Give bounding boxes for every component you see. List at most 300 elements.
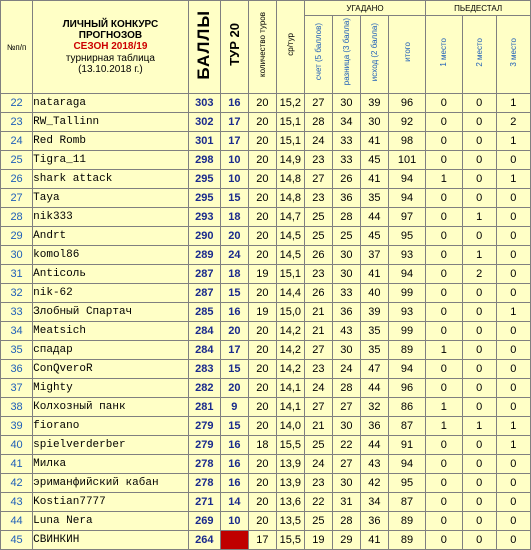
row-number: 38 <box>1 398 33 417</box>
tour-points: 16 <box>220 474 248 493</box>
guessed-outcome: 34 <box>360 493 388 512</box>
guessed-score: 26 <box>304 246 332 265</box>
row-number: 40 <box>1 436 33 455</box>
tour-points: 15 <box>220 189 248 208</box>
avg-per-tour: 13,9 <box>276 474 304 493</box>
avg-per-tour: 14,2 <box>276 322 304 341</box>
place-2-count: 1 <box>462 417 496 436</box>
place-3-count: 0 <box>496 398 530 417</box>
row-number: 29 <box>1 227 33 246</box>
avg-per-tour: 14,9 <box>276 151 304 170</box>
guessed-outcome: 44 <box>360 379 388 398</box>
table-row <box>1 208 531 227</box>
place-3-count: 0 <box>496 246 530 265</box>
table-row <box>1 493 531 512</box>
table-row <box>1 113 531 132</box>
tour-points: 18 <box>220 208 248 227</box>
guessed-outcome: 41 <box>360 170 388 189</box>
place-3-count: 1 <box>496 94 530 113</box>
player-name: shark attack <box>33 170 189 189</box>
header-tours-count <box>248 1 276 94</box>
tour-points: 15 <box>220 417 248 436</box>
guessed-diff: 28 <box>332 379 360 398</box>
total-points: 269 <box>188 512 220 531</box>
guessed-outcome: 41 <box>360 265 388 284</box>
title-line-1: ЛИЧНЫЙ КОНКУРС <box>62 19 159 30</box>
player-name: Милка <box>33 455 189 474</box>
guessed-total: 96 <box>388 94 425 113</box>
header-points <box>188 1 220 94</box>
place-1-count: 0 <box>426 151 462 170</box>
player-name: ConQveroR <box>33 360 189 379</box>
tours-count: 20 <box>248 208 276 227</box>
player-name: Anticoль <box>33 265 189 284</box>
row-number: 27 <box>1 189 33 208</box>
guessed-total: 94 <box>388 170 425 189</box>
player-name: Колхозный панк <box>33 398 189 417</box>
header-avg <box>276 1 304 94</box>
tour-points: 20 <box>220 227 248 246</box>
place-2-count: 0 <box>462 170 496 189</box>
header-total-label: итого <box>402 42 412 62</box>
guessed-outcome: 47 <box>360 360 388 379</box>
place-2-count: 0 <box>462 132 496 151</box>
guessed-diff: 31 <box>332 493 360 512</box>
tour-points: 24 <box>220 246 248 265</box>
place-1-count: 1 <box>426 417 462 436</box>
tour-points: 9 <box>220 398 248 417</box>
guessed-total: 94 <box>388 189 425 208</box>
place-1-count: 0 <box>426 208 462 227</box>
row-number: 33 <box>1 303 33 322</box>
avg-per-tour: 14,1 <box>276 398 304 417</box>
guessed-diff: 30 <box>332 265 360 284</box>
row-number: 41 <box>1 455 33 474</box>
tours-count: 20 <box>248 360 276 379</box>
player-name: Злобный Спартач <box>33 303 189 322</box>
guessed-score: 27 <box>304 94 332 113</box>
tour-points: 15 <box>220 360 248 379</box>
guessed-score: 23 <box>304 189 332 208</box>
tours-count: 19 <box>248 303 276 322</box>
guessed-score: 24 <box>304 132 332 151</box>
place-3-count: 1 <box>496 436 530 455</box>
total-points: 302 <box>188 113 220 132</box>
player-name: nik-62 <box>33 284 189 303</box>
total-points: 287 <box>188 284 220 303</box>
guessed-total: 98 <box>388 132 425 151</box>
tours-count: 20 <box>248 94 276 113</box>
tours-count: 20 <box>248 170 276 189</box>
guessed-score: 26 <box>304 284 332 303</box>
guessed-total: 87 <box>388 493 425 512</box>
table-date: (13.10.2018 г.) <box>78 64 143 75</box>
place-2-count: 0 <box>462 151 496 170</box>
total-points: 303 <box>188 94 220 113</box>
avg-per-tour: 15,1 <box>276 265 304 284</box>
guessed-diff: 24 <box>332 360 360 379</box>
guessed-outcome: 36 <box>360 417 388 436</box>
total-points: 293 <box>188 208 220 227</box>
total-points: 278 <box>188 455 220 474</box>
tours-count: 20 <box>248 455 276 474</box>
tour-points: 15 <box>220 284 248 303</box>
place-2-count: 0 <box>462 189 496 208</box>
place-1-count: 0 <box>426 227 462 246</box>
guessed-total: 94 <box>388 360 425 379</box>
table-row <box>1 379 531 398</box>
table-row <box>1 512 531 531</box>
place-3-count: 1 <box>496 132 530 151</box>
header-diff-label: разница (3 балла) <box>341 18 351 86</box>
guessed-total: 96 <box>388 379 425 398</box>
total-points: 278 <box>188 474 220 493</box>
guessed-outcome: 44 <box>360 208 388 227</box>
guessed-total: 93 <box>388 303 425 322</box>
player-name: Luna Nera <box>33 512 189 531</box>
table-row <box>1 531 531 550</box>
guessed-outcome: 36 <box>360 512 388 531</box>
place-3-count: 0 <box>496 474 530 493</box>
guessed-diff: 43 <box>332 322 360 341</box>
total-points: 283 <box>188 360 220 379</box>
guessed-score: 23 <box>304 474 332 493</box>
guessed-outcome: 40 <box>360 284 388 303</box>
title-line-2: ПРОГНОЗОВ <box>78 30 143 41</box>
avg-per-tour: 15,1 <box>276 113 304 132</box>
tour-points: 10 <box>220 170 248 189</box>
table-row <box>1 417 531 436</box>
header-num-label: №п/п <box>6 42 27 52</box>
guessed-diff: 28 <box>332 512 360 531</box>
tours-count: 18 <box>248 436 276 455</box>
place-3-count: 0 <box>496 531 530 550</box>
guessed-outcome: 30 <box>360 113 388 132</box>
guessed-total: 89 <box>388 512 425 531</box>
guessed-diff: 33 <box>332 151 360 170</box>
tour-points: 14 <box>220 493 248 512</box>
avg-per-tour: 14,8 <box>276 170 304 189</box>
tour-points: 16 <box>220 455 248 474</box>
table-row <box>1 265 531 284</box>
guessed-score: 24 <box>304 455 332 474</box>
player-name: СВИНКИН <box>33 531 189 550</box>
standings-body <box>1 94 531 550</box>
place-2-count: 0 <box>462 341 496 360</box>
table-row <box>1 436 531 455</box>
player-name: Taya <box>33 189 189 208</box>
header-points-label: БАЛЛЫ <box>194 9 214 80</box>
place-1-count: 0 <box>426 246 462 265</box>
total-points: 264 <box>188 531 220 550</box>
row-number: 36 <box>1 360 33 379</box>
avg-per-tour: 15,5 <box>276 531 304 550</box>
player-name: nataraga <box>33 94 189 113</box>
tours-count: 20 <box>248 246 276 265</box>
guessed-score: 21 <box>304 322 332 341</box>
place-3-count: 1 <box>496 303 530 322</box>
header-place-3-label: 3 место <box>508 37 518 67</box>
guessed-outcome: 45 <box>360 227 388 246</box>
table-row <box>1 227 531 246</box>
place-3-count: 0 <box>496 208 530 227</box>
table-row <box>1 474 531 493</box>
avg-per-tour: 15,0 <box>276 303 304 322</box>
place-3-count: 0 <box>496 189 530 208</box>
guessed-score: 23 <box>304 151 332 170</box>
avg-per-tour: 14,5 <box>276 227 304 246</box>
place-3-count: 0 <box>496 151 530 170</box>
place-3-count: 0 <box>496 284 530 303</box>
guessed-outcome: 43 <box>360 455 388 474</box>
row-number: 23 <box>1 113 33 132</box>
guessed-total: 86 <box>388 398 425 417</box>
place-1-count: 1 <box>426 398 462 417</box>
tour-points: 10 <box>220 512 248 531</box>
place-3-count: 0 <box>496 493 530 512</box>
guessed-outcome: 45 <box>360 151 388 170</box>
guessed-outcome: 37 <box>360 246 388 265</box>
guessed-total: 89 <box>388 531 425 550</box>
total-points: 295 <box>188 170 220 189</box>
guessed-score: 21 <box>304 417 332 436</box>
table-row <box>1 455 531 474</box>
tours-count: 20 <box>248 284 276 303</box>
table-row <box>1 189 531 208</box>
header-guessed-label: УГАДАНО <box>346 3 384 13</box>
total-points: 279 <box>188 417 220 436</box>
guessed-diff: 36 <box>332 303 360 322</box>
row-number: 25 <box>1 151 33 170</box>
place-3-count: 2 <box>496 113 530 132</box>
guessed-diff: 29 <box>332 531 360 550</box>
avg-per-tour: 14,8 <box>276 189 304 208</box>
header-score <box>304 16 332 94</box>
row-number: 35 <box>1 341 33 360</box>
tours-count: 20 <box>248 189 276 208</box>
tours-count: 20 <box>248 417 276 436</box>
player-name: Red Romb <box>33 132 189 151</box>
guessed-diff: 36 <box>332 189 360 208</box>
guessed-score: 23 <box>304 265 332 284</box>
header-total <box>388 16 425 94</box>
guessed-score: 25 <box>304 512 332 531</box>
guessed-total: 94 <box>388 265 425 284</box>
player-name: komol86 <box>33 246 189 265</box>
player-name: RW_Tallinn <box>33 113 189 132</box>
header-num <box>1 1 33 94</box>
place-3-count: 0 <box>496 227 530 246</box>
row-number: 28 <box>1 208 33 227</box>
avg-per-tour: 13,6 <box>276 493 304 512</box>
place-2-count: 0 <box>462 284 496 303</box>
place-2-count: 0 <box>462 227 496 246</box>
avg-per-tour: 14,5 <box>276 246 304 265</box>
guessed-diff: 33 <box>332 284 360 303</box>
place-1-count: 1 <box>426 341 462 360</box>
row-number: 43 <box>1 493 33 512</box>
tours-count: 17 <box>248 531 276 550</box>
place-1-count: 0 <box>426 493 462 512</box>
guessed-outcome: 44 <box>360 436 388 455</box>
table-row <box>1 322 531 341</box>
guessed-diff: 25 <box>332 227 360 246</box>
total-points: 271 <box>188 493 220 512</box>
header-tour <box>220 1 248 94</box>
guessed-diff: 30 <box>332 474 360 493</box>
tours-count: 20 <box>248 227 276 246</box>
guessed-diff: 26 <box>332 170 360 189</box>
header-place-1 <box>426 16 462 94</box>
place-1-count: 1 <box>426 170 462 189</box>
guessed-diff: 30 <box>332 94 360 113</box>
header-place-2 <box>462 16 496 94</box>
tour-points: 10 <box>220 151 248 170</box>
total-points: 295 <box>188 189 220 208</box>
avg-per-tour: 15,2 <box>276 94 304 113</box>
player-name: Meatsich <box>33 322 189 341</box>
guessed-diff: 34 <box>332 113 360 132</box>
guessed-score: 28 <box>304 113 332 132</box>
guessed-score: 21 <box>304 303 332 322</box>
row-number: 34 <box>1 322 33 341</box>
guessed-diff: 27 <box>332 455 360 474</box>
header-score-label: счет (5 баллов) <box>313 23 323 81</box>
tours-count: 20 <box>248 512 276 531</box>
place-1-count: 0 <box>426 94 462 113</box>
header-pedestal-label: ПЬЕДЕСТАЛ <box>454 3 503 13</box>
place-1-count: 0 <box>426 455 462 474</box>
guessed-total: 93 <box>388 246 425 265</box>
row-number: 45 <box>1 531 33 550</box>
total-points: 281 <box>188 398 220 417</box>
player-name: nik333 <box>33 208 189 227</box>
tours-count: 20 <box>248 341 276 360</box>
guessed-outcome: 41 <box>360 531 388 550</box>
guessed-outcome: 41 <box>360 132 388 151</box>
guessed-score: 27 <box>304 398 332 417</box>
tours-count: 20 <box>248 493 276 512</box>
table-row <box>1 246 531 265</box>
table-row <box>1 94 531 113</box>
player-name: спадар <box>33 341 189 360</box>
guessed-score: 24 <box>304 379 332 398</box>
place-2-count: 0 <box>462 512 496 531</box>
total-points: 284 <box>188 341 220 360</box>
table-row <box>1 284 531 303</box>
place-2-count: 1 <box>462 208 496 227</box>
row-number: 30 <box>1 246 33 265</box>
row-number: 31 <box>1 265 33 284</box>
total-points: 301 <box>188 132 220 151</box>
header-diff <box>332 16 360 94</box>
guessed-diff: 28 <box>332 208 360 227</box>
place-1-count: 0 <box>426 113 462 132</box>
guessed-total: 92 <box>388 113 425 132</box>
place-1-count: 0 <box>426 531 462 550</box>
guessed-total: 91 <box>388 436 425 455</box>
place-2-count: 0 <box>462 455 496 474</box>
place-3-count: 0 <box>496 360 530 379</box>
guessed-total: 99 <box>388 322 425 341</box>
header-outcome <box>360 16 388 94</box>
guessed-diff: 22 <box>332 436 360 455</box>
place-1-count: 0 <box>426 303 462 322</box>
player-name: Kostian7777 <box>33 493 189 512</box>
guessed-score: 25 <box>304 436 332 455</box>
guessed-score: 23 <box>304 360 332 379</box>
row-number: 32 <box>1 284 33 303</box>
place-3-count: 0 <box>496 265 530 284</box>
avg-per-tour: 14,2 <box>276 360 304 379</box>
header-place-3 <box>496 16 530 94</box>
guessed-outcome: 35 <box>360 341 388 360</box>
avg-per-tour: 14,0 <box>276 417 304 436</box>
tour-points: 16 <box>220 94 248 113</box>
row-number: 22 <box>1 94 33 113</box>
avg-per-tour: 14,7 <box>276 208 304 227</box>
header-place-1-label: 1 место <box>439 37 449 67</box>
place-2-count: 0 <box>462 493 496 512</box>
player-name: Andrt <box>33 227 189 246</box>
guessed-total: 94 <box>388 455 425 474</box>
guessed-outcome: 39 <box>360 94 388 113</box>
tours-count: 19 <box>248 265 276 284</box>
avg-per-tour: 15,5 <box>276 436 304 455</box>
guessed-diff: 30 <box>332 417 360 436</box>
row-number: 44 <box>1 512 33 531</box>
guessed-score: 27 <box>304 341 332 360</box>
guessed-total: 95 <box>388 227 425 246</box>
total-points: 279 <box>188 436 220 455</box>
guessed-score: 25 <box>304 208 332 227</box>
season-label: СЕЗОН 2018/19 <box>73 41 148 52</box>
guessed-diff: 30 <box>332 341 360 360</box>
place-1-count: 0 <box>426 132 462 151</box>
avg-per-tour: 14,2 <box>276 341 304 360</box>
avg-per-tour: 14,1 <box>276 379 304 398</box>
place-2-count: 0 <box>462 379 496 398</box>
place-1-count: 0 <box>426 474 462 493</box>
place-2-count: 0 <box>462 436 496 455</box>
place-1-count: 0 <box>426 512 462 531</box>
player-name: Mighty <box>33 379 189 398</box>
tour-points: 16 <box>220 436 248 455</box>
header-pedestal <box>426 1 531 16</box>
guessed-score: 27 <box>304 170 332 189</box>
table-row <box>1 398 531 417</box>
tours-count: 20 <box>248 113 276 132</box>
place-2-count: 0 <box>462 398 496 417</box>
player-name: Tigra_11 <box>33 151 189 170</box>
tours-count: 20 <box>248 474 276 493</box>
place-2-count: 0 <box>462 474 496 493</box>
avg-per-tour: 14,4 <box>276 284 304 303</box>
guessed-total: 95 <box>388 474 425 493</box>
guessed-total: 87 <box>388 417 425 436</box>
place-1-count: 0 <box>426 436 462 455</box>
row-number: 24 <box>1 132 33 151</box>
header-guessed <box>304 1 425 16</box>
place-3-count: 0 <box>496 379 530 398</box>
table-row <box>1 132 531 151</box>
tours-count: 20 <box>248 151 276 170</box>
guessed-outcome: 35 <box>360 322 388 341</box>
place-1-count: 0 <box>426 189 462 208</box>
tour-points: 18 <box>220 265 248 284</box>
place-3-count: 0 <box>496 322 530 341</box>
tour-points: 17 <box>220 341 248 360</box>
